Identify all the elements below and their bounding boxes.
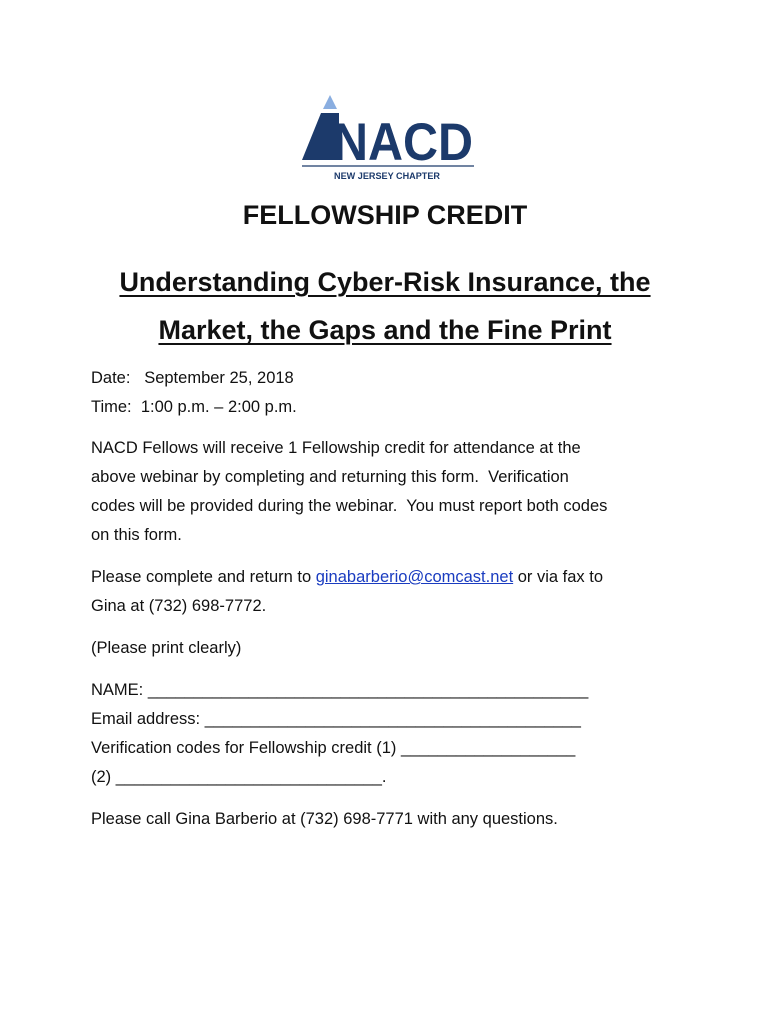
return-suffix: or via fax to bbox=[513, 568, 604, 586]
verification-code-1-field[interactable]: Verification codes for Fellowship credit (1) ___________________ bbox=[91, 739, 576, 757]
time-row bbox=[91, 393, 691, 422]
nacd-logo bbox=[296, 92, 478, 184]
time-value: 1:00 p.m. – 2:00 p.m. bbox=[140, 398, 297, 416]
logo-triangle-tip bbox=[323, 95, 337, 109]
return-line-1 bbox=[91, 563, 691, 592]
logo-chapter: NEW JERSEY CHAPTER bbox=[334, 171, 441, 181]
intro-line: on this form. bbox=[91, 526, 182, 544]
page-title: FELLOWSHIP CREDIT bbox=[242, 200, 528, 230]
form-fields bbox=[91, 676, 691, 792]
nacd-logo-graphic bbox=[296, 92, 478, 184]
closing-text: Please call Gina Barberio at (732) 698-7771 with any questions. bbox=[91, 810, 558, 828]
print-note bbox=[91, 634, 691, 663]
logo-name: NACD bbox=[333, 113, 473, 172]
event-details bbox=[91, 364, 691, 422]
intro-line: above webinar by completing and returning this form. Verification bbox=[91, 468, 569, 486]
date-label: Date: bbox=[91, 369, 131, 387]
closing-note bbox=[91, 805, 691, 834]
event-title-line-1: Understanding Cyber-Risk Insurance, the bbox=[119, 267, 651, 297]
email-link[interactable]: ginabarberio@comcast.net bbox=[315, 568, 514, 586]
date-row bbox=[91, 364, 691, 393]
email-field[interactable]: Email address: _________________________________________ bbox=[91, 710, 581, 728]
intro-line: codes will be provided during the webinar. You must report both codes bbox=[91, 497, 608, 515]
intro-paragraph bbox=[91, 434, 701, 550]
print-note-text: (Please print clearly) bbox=[91, 639, 242, 657]
return-line-2: Gina at (732) 698-7772. bbox=[91, 597, 267, 615]
name-field[interactable]: NAME: ________________________________________________ bbox=[91, 681, 589, 699]
event-title-line-2: Market, the Gaps and the Fine Print bbox=[158, 315, 612, 345]
time-label: Time: bbox=[91, 398, 132, 416]
return-prefix: Please complete and return to bbox=[91, 568, 316, 586]
return-instructions bbox=[91, 563, 691, 621]
date-value: September 25, 2018 bbox=[144, 369, 294, 387]
intro-line: NACD Fellows will receive 1 Fellowship credit for attendance at the bbox=[91, 439, 581, 457]
event-title bbox=[0, 258, 770, 354]
verification-code-2-field[interactable]: (2) _____________________________. bbox=[91, 768, 387, 786]
